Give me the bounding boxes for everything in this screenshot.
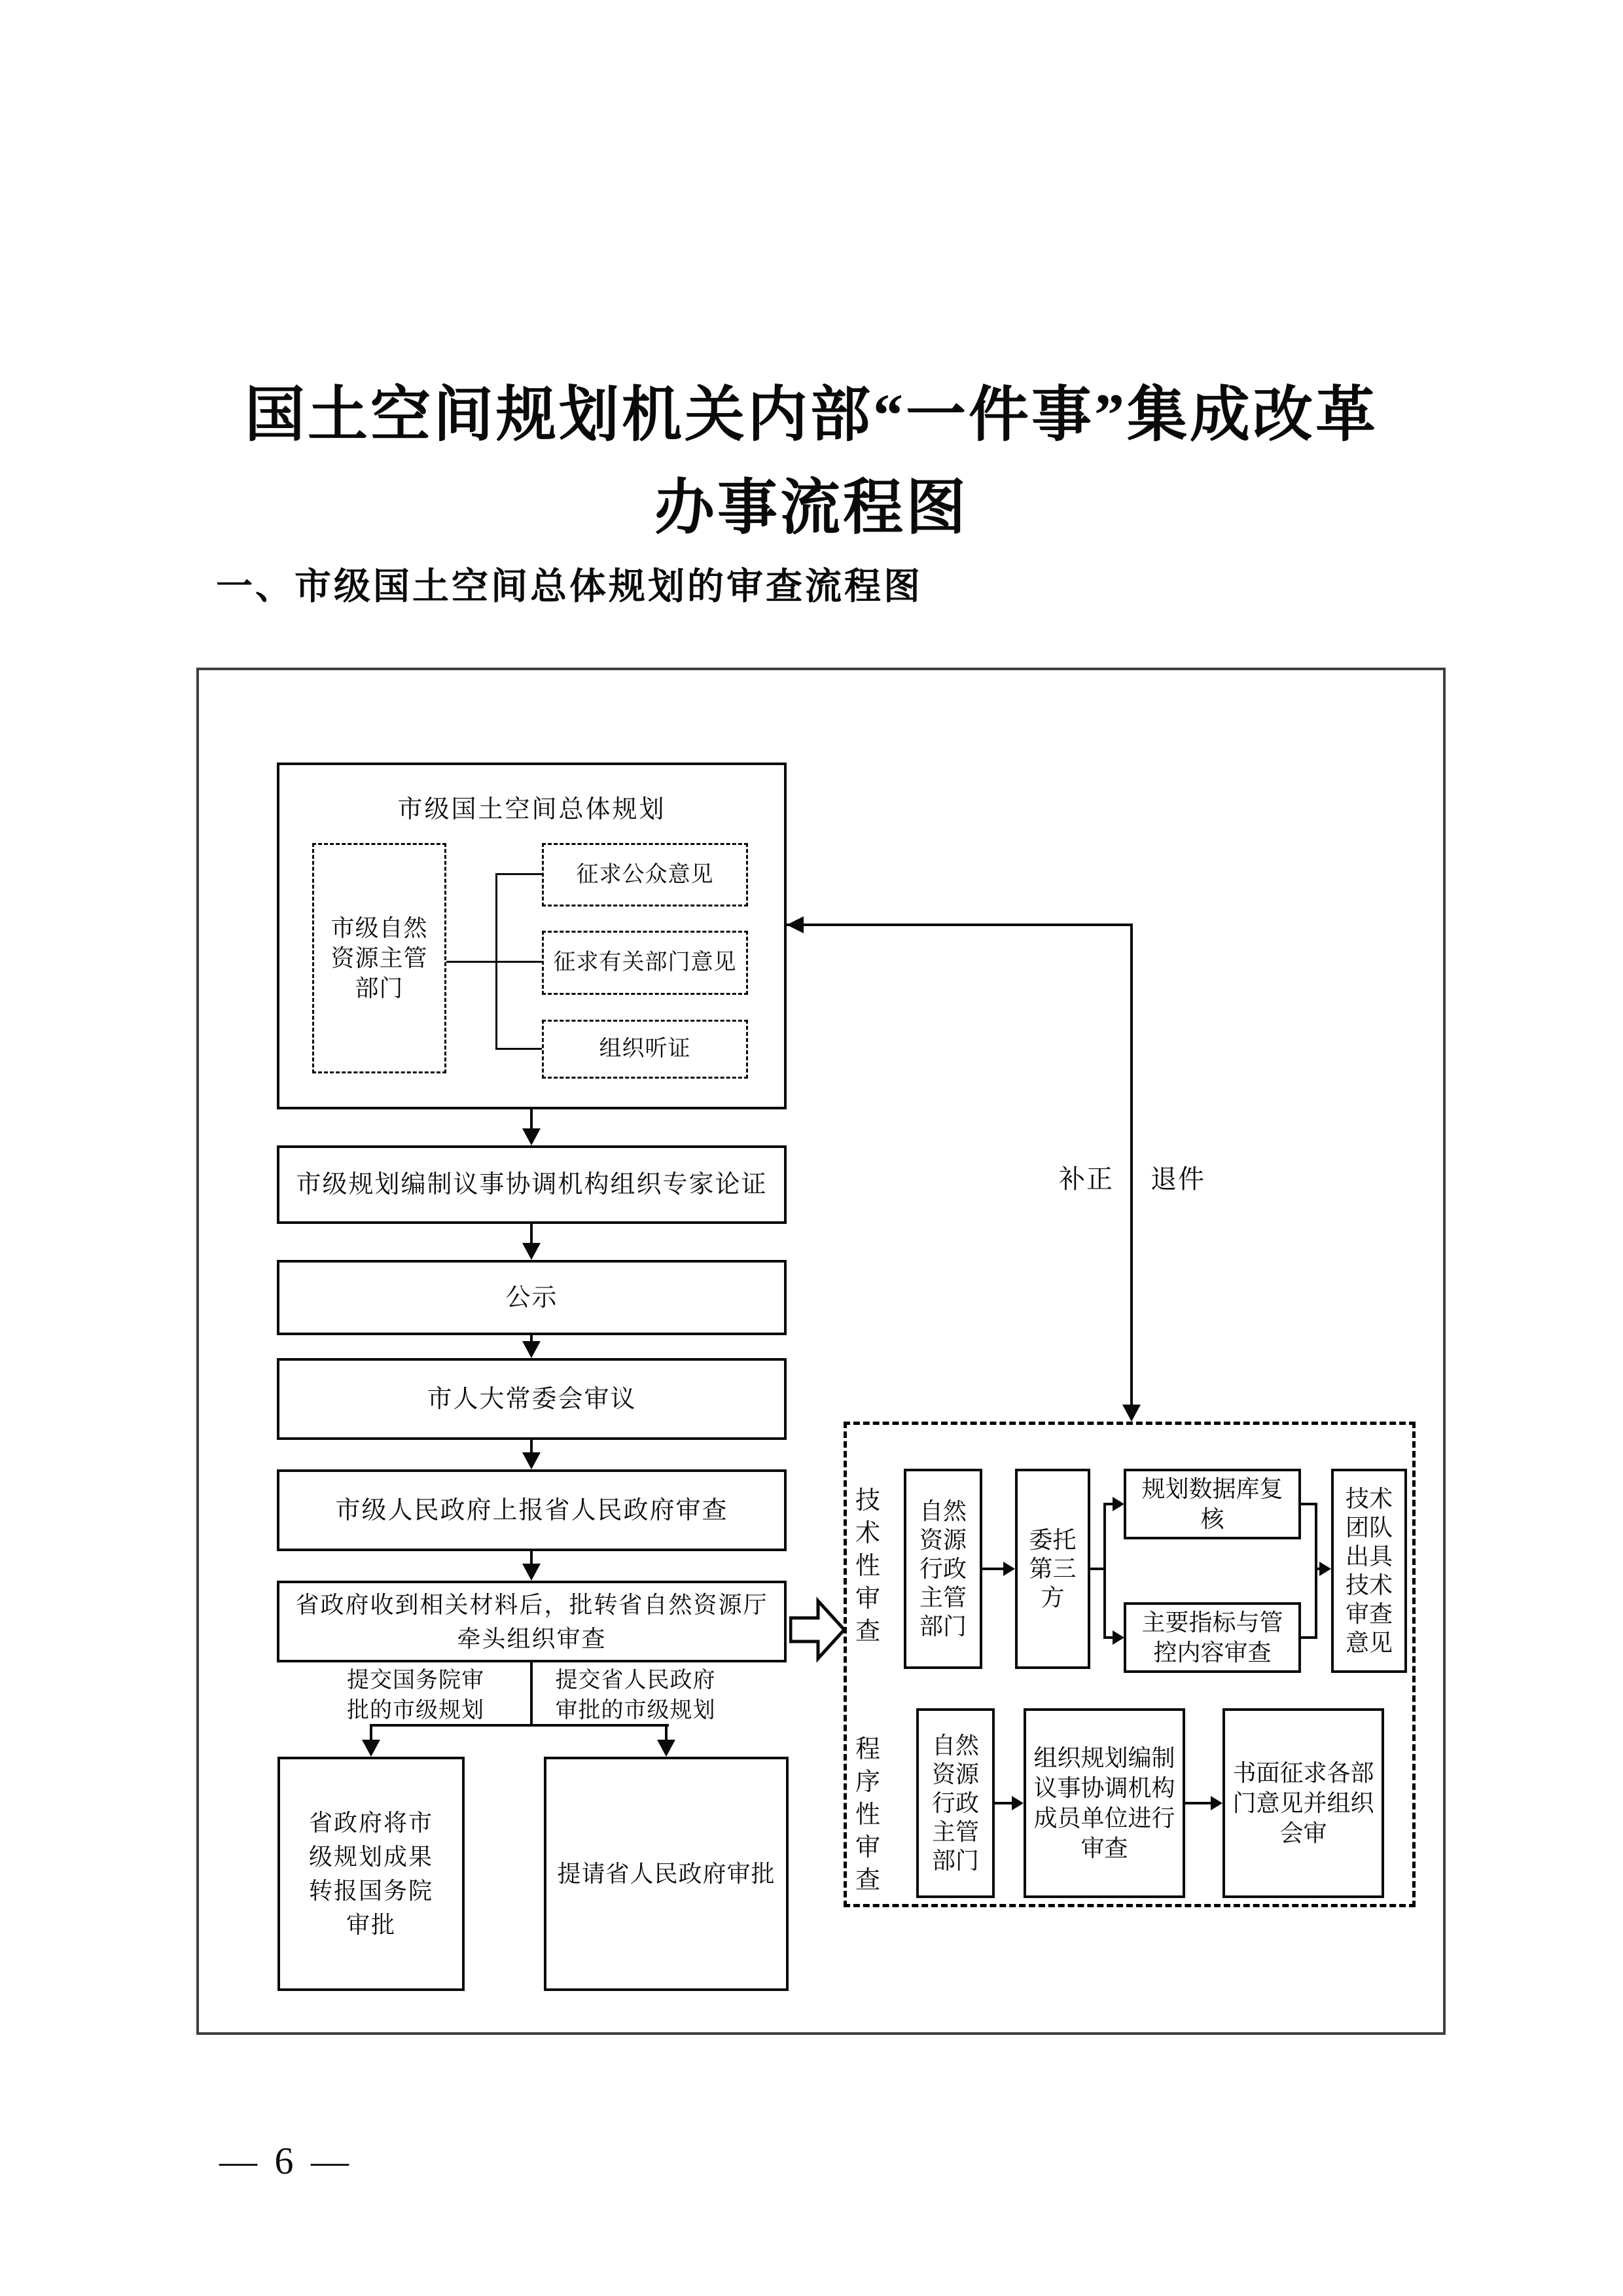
connector-line: [1103, 1503, 1113, 1505]
connector-line: [1185, 1802, 1211, 1804]
procedural-review-label: 程序性审查: [855, 1736, 880, 1894]
plan-dept-box: 市级自然资源主管部门: [312, 843, 446, 1073]
flow-box-peoples-congress: 市人大常委会审议: [277, 1358, 787, 1440]
result-box-state-council: 省政府将市级规划成果转报国务院审批: [277, 1757, 465, 1991]
connector-line: [530, 1662, 533, 1725]
tech-database-check-box: 规划数据库复核: [1124, 1469, 1301, 1539]
branch-label-province: 提交省人民政府审批的市级规划: [555, 1668, 716, 1723]
block-arrow-right-icon: [789, 1596, 846, 1664]
flow-box-expert-review: 市级规划编制议事协调机构组织专家论证: [277, 1145, 787, 1224]
arrow-left-icon: [787, 916, 804, 933]
feedback-label-return: 退件: [1150, 1164, 1205, 1194]
connector-line: [495, 873, 542, 875]
connector-line: [530, 1109, 533, 1128]
consult-public-box: 征求公众意见: [542, 843, 748, 906]
section-heading: 一、市级国土空间总体规划的审查流程图: [216, 565, 923, 607]
arrow-down-icon: [522, 1243, 541, 1260]
consult-departments-box: 征求有关部门意见: [542, 931, 748, 995]
flow-box-publicity: 公示: [277, 1260, 787, 1335]
feedback-line: [787, 924, 1133, 926]
proc-dept-box: 自然资源行政主管部门: [916, 1708, 995, 1898]
connector-line: [530, 1224, 533, 1243]
arrow-down-icon: [522, 1452, 541, 1469]
document-title-line1: 国土空间规划机关内部“一件事”集成改革: [244, 382, 1378, 448]
tech-dept-box: 自然资源行政主管部门: [904, 1469, 982, 1669]
connector-line: [1103, 1636, 1113, 1639]
arrow-right-icon: [1012, 1796, 1024, 1810]
arrow-right-icon: [1113, 1497, 1124, 1511]
tech-result-box: 技术团队出具技术审查意见: [1331, 1469, 1407, 1673]
arrow-right-icon: [1211, 1796, 1222, 1810]
proc-consult-box: 书面征求各部门意见并组织会审: [1222, 1708, 1384, 1898]
tech-entrust-box: 委托第三方: [1015, 1469, 1090, 1669]
arrow-down-icon: [1122, 1405, 1141, 1422]
connector-line: [665, 1724, 668, 1740]
feedback-label-correction: 补正: [1059, 1164, 1114, 1194]
result-box-province: 提请省人民政府审批: [544, 1757, 789, 1991]
technical-review-label: 技术性审查: [855, 1487, 880, 1645]
flow-box-province-forward: 省政府收到相关材料后，批转省自然资源厅牵头组织审查: [277, 1581, 787, 1662]
connector-line: [530, 1551, 533, 1564]
connector-line: [495, 873, 497, 1050]
arrow-down-icon: [657, 1740, 675, 1757]
tech-indicator-check-box: 主要指标与管控内容审查: [1124, 1602, 1301, 1673]
connector-line: [530, 1440, 533, 1452]
arrow-down-icon: [522, 1128, 541, 1145]
arrow-right-icon: [1003, 1562, 1015, 1576]
hearing-box: 组织听证: [542, 1020, 748, 1079]
arrow-right-icon: [1319, 1562, 1331, 1576]
flow-box-report-province: 市级人民政府上报省人民政府审查: [277, 1469, 787, 1551]
branch-label-state-council: 提交国务院审批的市级规划: [347, 1668, 484, 1723]
connector-line: [370, 1724, 372, 1740]
connector-line: [1315, 1568, 1319, 1570]
connector-line: [982, 1568, 1003, 1570]
plan-box-title: 市级国土空间总体规划: [397, 796, 666, 823]
connector-line: [495, 1048, 542, 1050]
arrow-right-icon: [1113, 1630, 1124, 1645]
connector-line: [1315, 1503, 1317, 1639]
page-number: — 6 —: [219, 2140, 353, 2182]
arrow-down-icon: [362, 1740, 380, 1757]
connector-line: [446, 961, 542, 963]
feedback-line: [1130, 924, 1133, 1405]
proc-review-box: 组织规划编制议事协调机构成员单位进行审查: [1024, 1708, 1185, 1898]
arrow-down-icon: [522, 1564, 541, 1581]
document-title-line2: 办事流程图: [654, 475, 969, 541]
connector-line: [995, 1802, 1012, 1804]
connector-line: [530, 1335, 533, 1341]
connector-line: [1103, 1503, 1106, 1639]
arrow-down-icon: [522, 1341, 541, 1358]
